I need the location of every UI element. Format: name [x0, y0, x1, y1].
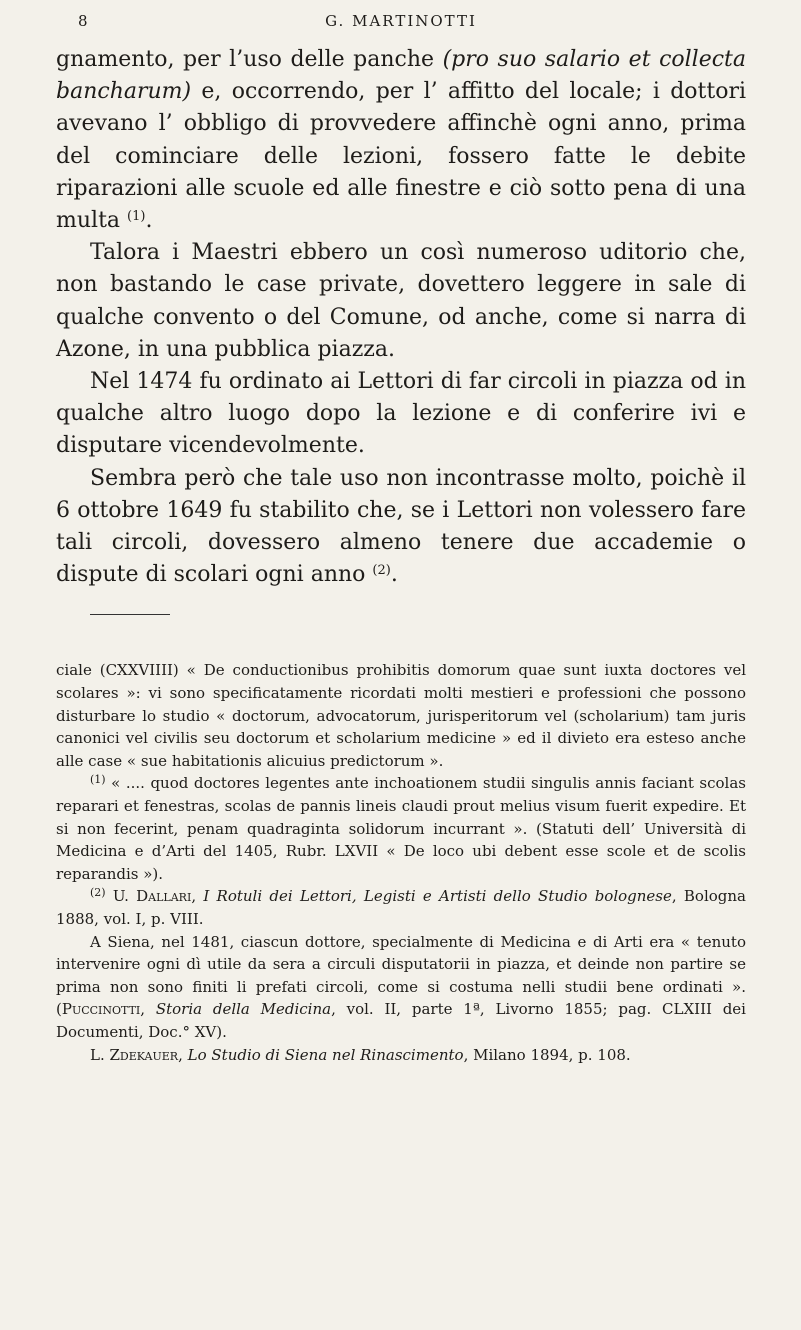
text-run: L. — [90, 1045, 110, 1064]
footnote — [56, 1044, 746, 1067]
footnotes — [56, 659, 746, 1066]
footnote-marker: (1) — [127, 209, 146, 225]
text-run: Storia della Medicina — [155, 1000, 332, 1019]
text-run: (pro suo salario et collecta bancharum) — [56, 47, 747, 105]
footnote — [56, 659, 746, 772]
text-run: , Bologna 1888, vol. I, p. VIII. — [56, 887, 746, 928]
footnote-separator — [90, 614, 170, 615]
text-run: Zdekauer — [109, 1045, 179, 1064]
text-run: , — [140, 1000, 156, 1019]
text-run: Talora i Maestri ebbero un così numeroso uditorio che, non bastando le case private, dovettero leggere in sale di qualche convento o del Comune, od anche, come si narra di Azone, in una pubblica piazza. — [56, 240, 746, 362]
footnote — [56, 772, 746, 885]
text-run: . — [145, 208, 153, 234]
book-page — [56, 0, 746, 1330]
text-run: gnamento, per l’uso delle panche — [56, 47, 443, 72]
text-run: Nel 1474 fu ordinato ai Lettori di far circoli in piazza od in qualche altro luogo dopo la lezione e di conferire ivi e disputare vicendevolmente. — [56, 369, 746, 459]
text-run: I Rotuli dei Lettori, Legisti e Artisti dello Studio bolognese — [203, 887, 672, 906]
text-run: A Siena, nel 1481, ciascun dottore, specialmente di Medicina e di Arti era « tenuto intervenire ogni dì utile da sera a circuli disputatorii in piazza, et deinde non partire se prima non sono finiti li prefati circoli, come si costuma nelli studii bene ordinati ». ( — [56, 932, 746, 1019]
running-title: G. MARTINOTTI — [325, 12, 477, 30]
text-run: Puccinotti — [61, 1000, 141, 1019]
text-run: « .... quod doctores legentes ante inchoationem studii singulis annis faciant scolas reparari et fenestras, scolas de pannis lineis claudi prout melius visum fuerit expedire. Et si non fecerint, penam quadraginta solidorum incurrant ». (Statuti dell’ Università di Medicina e d’Arti del 1405, Rubr. LXVII « De loco ubi debent esse scole et de scolis reparandis »). — [56, 774, 746, 883]
footnote — [56, 931, 746, 1044]
body-paragraph — [56, 237, 746, 366]
text-run: e, occorrendo, per l’ affitto del locale; i dottori avevano l’ obbligo di provvedere affinchè ogni anno, prima del cominciare delle lezioni, fossero fatte le debite riparazioni alle scuole ed alle finestre e ciò sotto pena di una multa — [56, 79, 746, 234]
footnote-marker: (2) — [90, 886, 106, 900]
text-run: U. — [105, 887, 137, 906]
text-run: , vol. II, parte 1ª, Livorno 1855; pag. CLXIII dei Documenti, Doc.° XV). — [56, 1000, 746, 1041]
text-run: , — [191, 887, 204, 906]
page-header — [56, 0, 746, 38]
text-run: Dallari — [136, 887, 192, 906]
body-paragraph — [56, 463, 746, 592]
text-run: , Milano 1894, p. 108. — [463, 1045, 631, 1064]
text-run: ciale (CXXVIIII) « De conductionibus prohibitis domorum quae sunt iuxta doctores vel scolares »: vi sono specificatamente ricordati molti mestieri e professioni che possono disturbare lo studio « doctorum, advocatorum, jurisperitorum vel (scholarium) tam juris canonici vel civilis seu doctorum et scholarium medicine » ed il divieto era esteso anche alle case « sue habitationis alicuius predictorum ». — [56, 661, 746, 770]
page-number: 8 — [78, 12, 90, 30]
footnote — [56, 885, 746, 930]
footnote-marker: (2) — [372, 563, 391, 579]
main-text — [56, 44, 746, 591]
text-run: , — [178, 1045, 188, 1064]
body-paragraph — [56, 366, 746, 463]
footnote-marker: (1) — [90, 773, 106, 787]
text-run: Lo Studio di Siena nel Rinascimento — [187, 1045, 464, 1064]
text-run: Sembra però che tale uso non incontrasse molto, poichè il 6 ottobre 1649 fu stabilito che, se i Lettori non volessero fare tali circoli, dovessero almeno tenere due accademie o dispute di scolari ogni anno — [56, 465, 746, 588]
text-run: . — [390, 562, 398, 588]
body-paragraph — [56, 44, 746, 237]
